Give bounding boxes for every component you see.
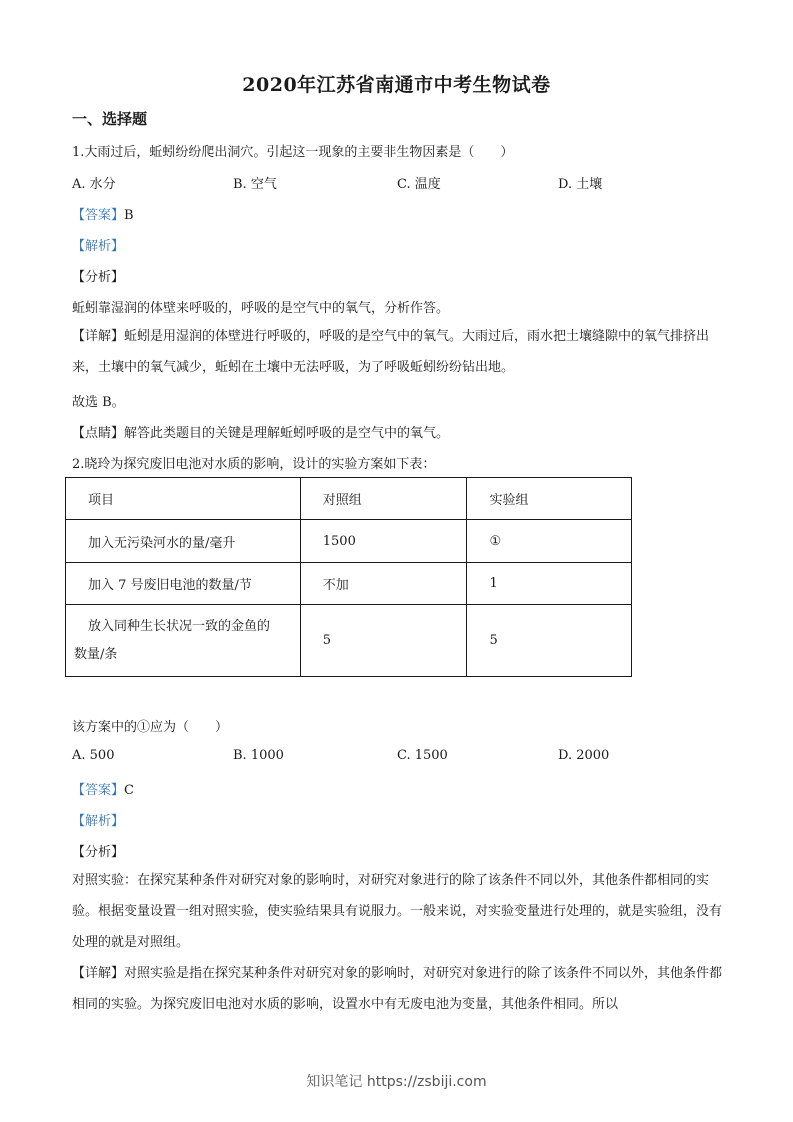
q2-detail (72, 958, 724, 1020)
table-cell: ① (467, 520, 632, 563)
q2-answer (72, 779, 134, 798)
q1-analysis-tag: 【解析】 (72, 239, 125, 254)
page-title: 2020年江苏省南通市中考生物试卷 (242, 74, 551, 96)
q1-point (72, 422, 449, 441)
q2-fenxi-text: 对照实验：在探究某种条件对研究对象的影响时，对研究对象进行的除了该条件不同以外，其他条件都相同的实验。根据变量设置一组对照实验，使实验结果具有说服力。一般来说，对实验变量进行处理的，就是实验组，没有处理的就是对照组。 (72, 873, 723, 950)
q2-option-d: D. 2000 (558, 748, 610, 763)
table-cell: 加入无污染河水的量/毫升 (66, 520, 301, 563)
table-cell (66, 605, 301, 677)
section-heading: 一、选择题 (72, 110, 148, 128)
q1-choose: 故选 B。 (72, 395, 125, 410)
table-header-cell: 项目 (66, 478, 301, 520)
table-header-cell: 对照组 (300, 478, 467, 520)
q1-option-b: B. 空气 (233, 177, 277, 192)
table-row (66, 563, 632, 605)
q1-fenxi-text: 蚯蚓靠湿润的体壁来呼吸的，呼吸的是空气中的氧气，分析作答。 (72, 301, 450, 316)
detail-tag: 【详解】 (72, 329, 125, 344)
q2-question: 该方案中的①应为（ ） (72, 720, 229, 735)
table-header-cell: 实验组 (467, 478, 632, 520)
table-cell: 5 (467, 605, 632, 677)
q1-option-a: A. 水分 (72, 177, 116, 192)
q2-option-b: B. 1000 (233, 748, 284, 763)
q1-detail (72, 321, 724, 383)
q1-fenxi-tag: 【分析】 (72, 270, 125, 285)
table-row (66, 520, 632, 563)
q2-option-c: C. 1500 (397, 748, 448, 763)
experiment-table (65, 477, 632, 677)
table-cell: 不加 (300, 563, 467, 605)
q1-option-d: D. 土壤 (558, 177, 603, 192)
table-row (66, 605, 632, 677)
footer-watermark: 知识笔记 https://zsbiji.com (306, 1074, 487, 1090)
point-tag: 【点睛】 (72, 426, 125, 441)
q1-option-c: C. 温度 (397, 177, 441, 192)
detail-text: 对照实验是指在探究某种条件对研究对象的影响时，对研究对象进行的除了该条件不同以外，其他条件都相同的实验。为探究废旧电池对水质的影响，设置水中有无废电池为变量，其他条件相同。所以 (72, 966, 723, 1012)
point-text: 解答此类题目的关键是理解蚯蚓呼吸的是空气中的氧气。 (124, 426, 450, 441)
table-cell: 加入 7 号废旧电池的数量/节 (66, 563, 301, 605)
detail-text: 蚯蚓是用湿润的体壁进行呼吸的，呼吸的是空气中的氧气。大雨过后，雨水把土壤缝隙中的氧气排挤出来，土壤中的氧气减少，蚯蚓在土壤中无法呼吸，为了呼吸蚯蚓纷纷钻出地。 (72, 329, 710, 375)
answer-tag: 【答案】 (72, 783, 125, 798)
answer-value: C (124, 783, 134, 798)
detail-tag: 【详解】 (72, 966, 125, 981)
q2-fenxi-tag: 【分析】 (72, 845, 125, 860)
answer-tag: 【答案】 (72, 208, 125, 223)
table-header-row (66, 478, 632, 520)
q2-stem: 2.晓玲为探究废旧电池对水质的影响，设计的实验方案如下表： (72, 457, 436, 472)
answer-value: B (124, 208, 134, 223)
table-cell: 5 (300, 605, 467, 677)
q2-analysis-tag: 【解析】 (72, 814, 125, 829)
table-cell-text: 放入同种生长状况一致的金鱼的数量/条 (74, 618, 271, 662)
table-cell: 1500 (300, 520, 467, 563)
q2-option-a: A. 500 (72, 748, 115, 763)
q1-answer (72, 204, 134, 223)
table-cell: 1 (467, 563, 632, 605)
q1-stem: 1.大雨过后，蚯蚓纷纷爬出洞穴。引起这一现象的主要非生物因素是（ ） (72, 145, 514, 160)
